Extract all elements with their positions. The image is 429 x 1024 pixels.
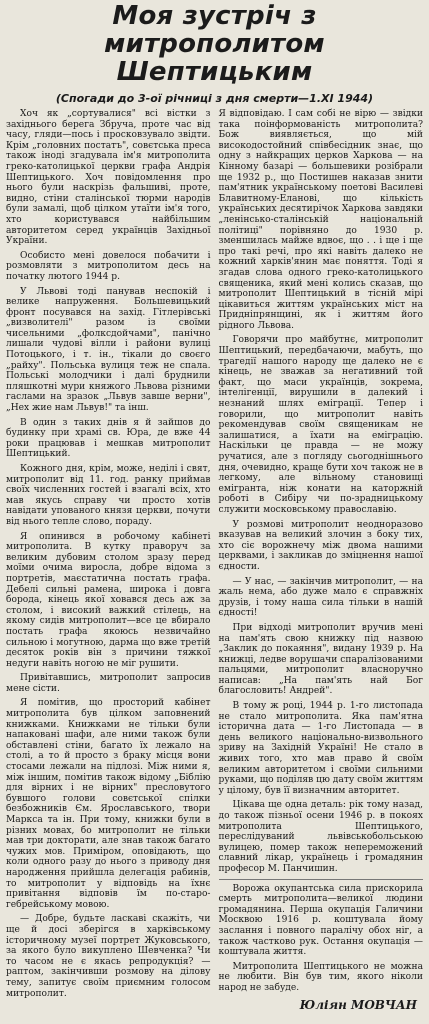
paragraph: Митрополита Шептицького не можна не любити. Він був тим, якого ніколи народ не забуде. [218,961,423,993]
paragraph: У розмові митрополит неодноразово вказував на великий злочин з боку тих, хто сіє ворожнечу між двома нашими церквами, і закликав до зміцнення нашої єдности. [218,519,423,572]
paragraph: При відході митрополит вручив мені на пам'ять свою книжку під назвою „Заклик до покаяння", видану 1939 р. На книжці, ледве ворушачи спаралізованими пальцями, митрополит власноручно написав: „На пам'ять най Бог благословить! Андрей". [218,622,423,697]
paragraph: Цікава ще одна деталь: рік тому назад, до також пізньої осени 1946 р. в покоях митрополита Шептицького, переслідуваний львівськобольською вулицею, помер також непереможений славний лікар, українець і громадянин професор М. Панчишин. [218,800,423,874]
paragraph: Я помітив, що просторий кабінет митрополита був цілком заповнений книжками. Книжками не тільки були напаковані шафи, але ними також були обставлені стіни, багато їх лежало на столі, а то й просто з браку місця вони стосами лежали на підлозі. Між ними я, між іншим, помітив також відому „Біблію для вірних і не вірних" пресловутого бувшого голови совєтської спілки безбожників Єм. Ярославського, твори Маркса та ін. При тому, книжки були в різних мовах, бо митрополит не тільки мав три докторати, але знав також багато чужих мов. Приміром, оповідають, що коли одного разу до нього з приводу дня народження прийшла делегація рабинів, то митрополит у відповідь на їхнє привітання відповів їм по-старо-гебрейському мовою. [6,698,211,910]
paragraph: У Львові тоді панував неспокій і велике напруження. Большевицький фронт посувався на захід. Гітлерівські „визволителі" разом із своїми чисельними „фолксдойчами", панічно лишали чудові вілли і райони вулиці Потоцького, і т. ін., тікали до своєго „райху". Польська вулиця теж не спала. Польські молодчики і далі бруднили пляшкотнi мури княжого Львова різними гаслами на зразок „Львув завше верни", „Нех жие нам Львув!" та інш. [6,286,211,414]
paragraph: — Добре, будьте ласкаві скажіть, чи ще й досі зберігся в харківському історичному музеї портрет Жуковського, за якого було викуплено Шевченка? Чи то часом не є якась репродукція? — раптом, закінчивши розмову на ділову тему, запитує своїм приємним голосом митрополит. [6,914,211,999]
right-column [219,109,424,1012]
paragraph: Привітавшись, митрополит запросив мене сісти. [6,673,211,694]
paragraph: — У нас, — закінчив митрополит, — на жаль нема, або дуже мало є справжніх друзів, і тому наша сила тільки в нашій єдності! [218,576,423,619]
article-title [6,0,423,86]
article-title-line-2: митрополитом Шептицьким [104,29,325,87]
paragraph: Я опинився в робочому кабінеті митрополита. В кутку праворуч за великим дубовим столом зразу перед моїми очима виросла, добре відома з портретів, маєстатична постать графа. Дебелі сильні рамена, широка і довга борода, кінець якої ховався десь аж за столом, і високий важкий стілець, на якому сидів митрополит—все це вбирало постать графа якоюсь незвичайно сильною і могутною, дарма що вже третій десяток років він з причини тяжкої недуги навіть ногою не міг рушити. [6,531,211,669]
paragraph: Особисто мені довелося побачити і розмовляти з митрополитом десь на початку лютого 1944 р. [6,250,211,282]
paragraph: Хоч як „сортувалися" всі вістки з західнього берега Збруча, проте час від часу, гляди—пось і просковзувало звідти. Крім „головних постатъ", совєтська преса також іноді згадувала ім'я митрополита греко-католицької церкви графа Андрія Шептицького. Хоч повідомлення про нього були наскрізь фальшиві, проте, видно, стіни сталінської тюрми народів були замалі, щоб цілком утаїти ім'я того, хто користувався найбільшим авторитетом серед українців Західньої України. [6,109,211,247]
paragraph: Кожного дня, крім, може, неділі і свят, митрополит від 11. год. ранку приймав своїх численних гостей і взагалі всіх, хто мав якусь справу чи просто хотів навідати упованого князя церкви, почути від нього тепле слово, пораду. [6,464,211,527]
author-signature: Юліян МОВЧАН [299,997,417,1012]
left-column [6,109,211,1012]
paragraph: Я відповідаю. І сам собі не вірю — звідки така поінформованість митрополита? Бож виявляється, що мій високодостойний співбесідник знає, що одну з найкращих церков Харкова — на Кінному базарі — большевики розібрали ще 1932 р., що Постишев наказав знити пам'ятник українському поетові Василеві Блавитному-Еланові, що кількість українських десятирічок Харкова завдяки „ленінсько-сталінській національній політиці" порівняно до 1930 р. зменшилась майже вдвоє, що . . і ще і ще про такі речі, про які навіть далеко не кожний харків'янин має поняття. Тоді я згадав слова одного греко-католицького священика, який мені колись сказав, що митрополит Шептицький в тісній мірі цікавиться життям українських міст на Придніпрянщині, як і життям його рідного Львова. [218,109,423,331]
paragraph: В один з таких днів я й зайшов до будинку при храмі св. Юра, де вже 44 роки пpацював і мешкав митрополит Шептицький. [6,417,211,460]
paragraph: Ворожа окупантська сила прискорила смерть митрополита—великої людини громадянина. Перша окупація Галичини Москвою 1916 р. коштувала йому заслання і повного паралічу обох ніг, а також частково рук. Остання окупація — коштувала життя. [218,883,423,958]
article-subtitle: (Спогади до 3-ої річниці з дня смерти—1.XI 1944) [55,92,374,105]
article-columns [6,109,423,1012]
article-title-line-1: Моя зустріч з [112,1,317,31]
paragraph: В тому ж році, 1944 р. 1-го листопада не стало митрополита. Яка пам'ятна історична дата — 1-го Листопада — в день великого національно-визвольного зриву на Західній Україні! Не стало в живих того, хто мав право й своїм великим авторитетом і своїми сильними руками, що поділяв цю дату своїм життям у цілому, був її визначним авторитет. [218,701,423,796]
divider [219,879,424,880]
paragraph: Говорячи про майбутнє, митрополит Шептицький, передбачаючи, мабуть, що трагедії нашого народу ще далеко не є кінець, не зважав за негативний той факт, що маси українців, зокрема, інтелігенції, вирушили в далекий і незнаний шлях еміграції. Тепер і говорили, що митрополит навіть рекомендував своїм священикам не залишатися, а їхати на еміграцію. Наскільки це правда — не можу ручатися, але з погляду сьогоднішнього дня, очевидно, краще бути хоч також не в легкому, але вільному становищі емігранта, ніж конати на каторжній роботі в Сибіру чи по-зрадницькому служити московському православію. [218,335,423,515]
